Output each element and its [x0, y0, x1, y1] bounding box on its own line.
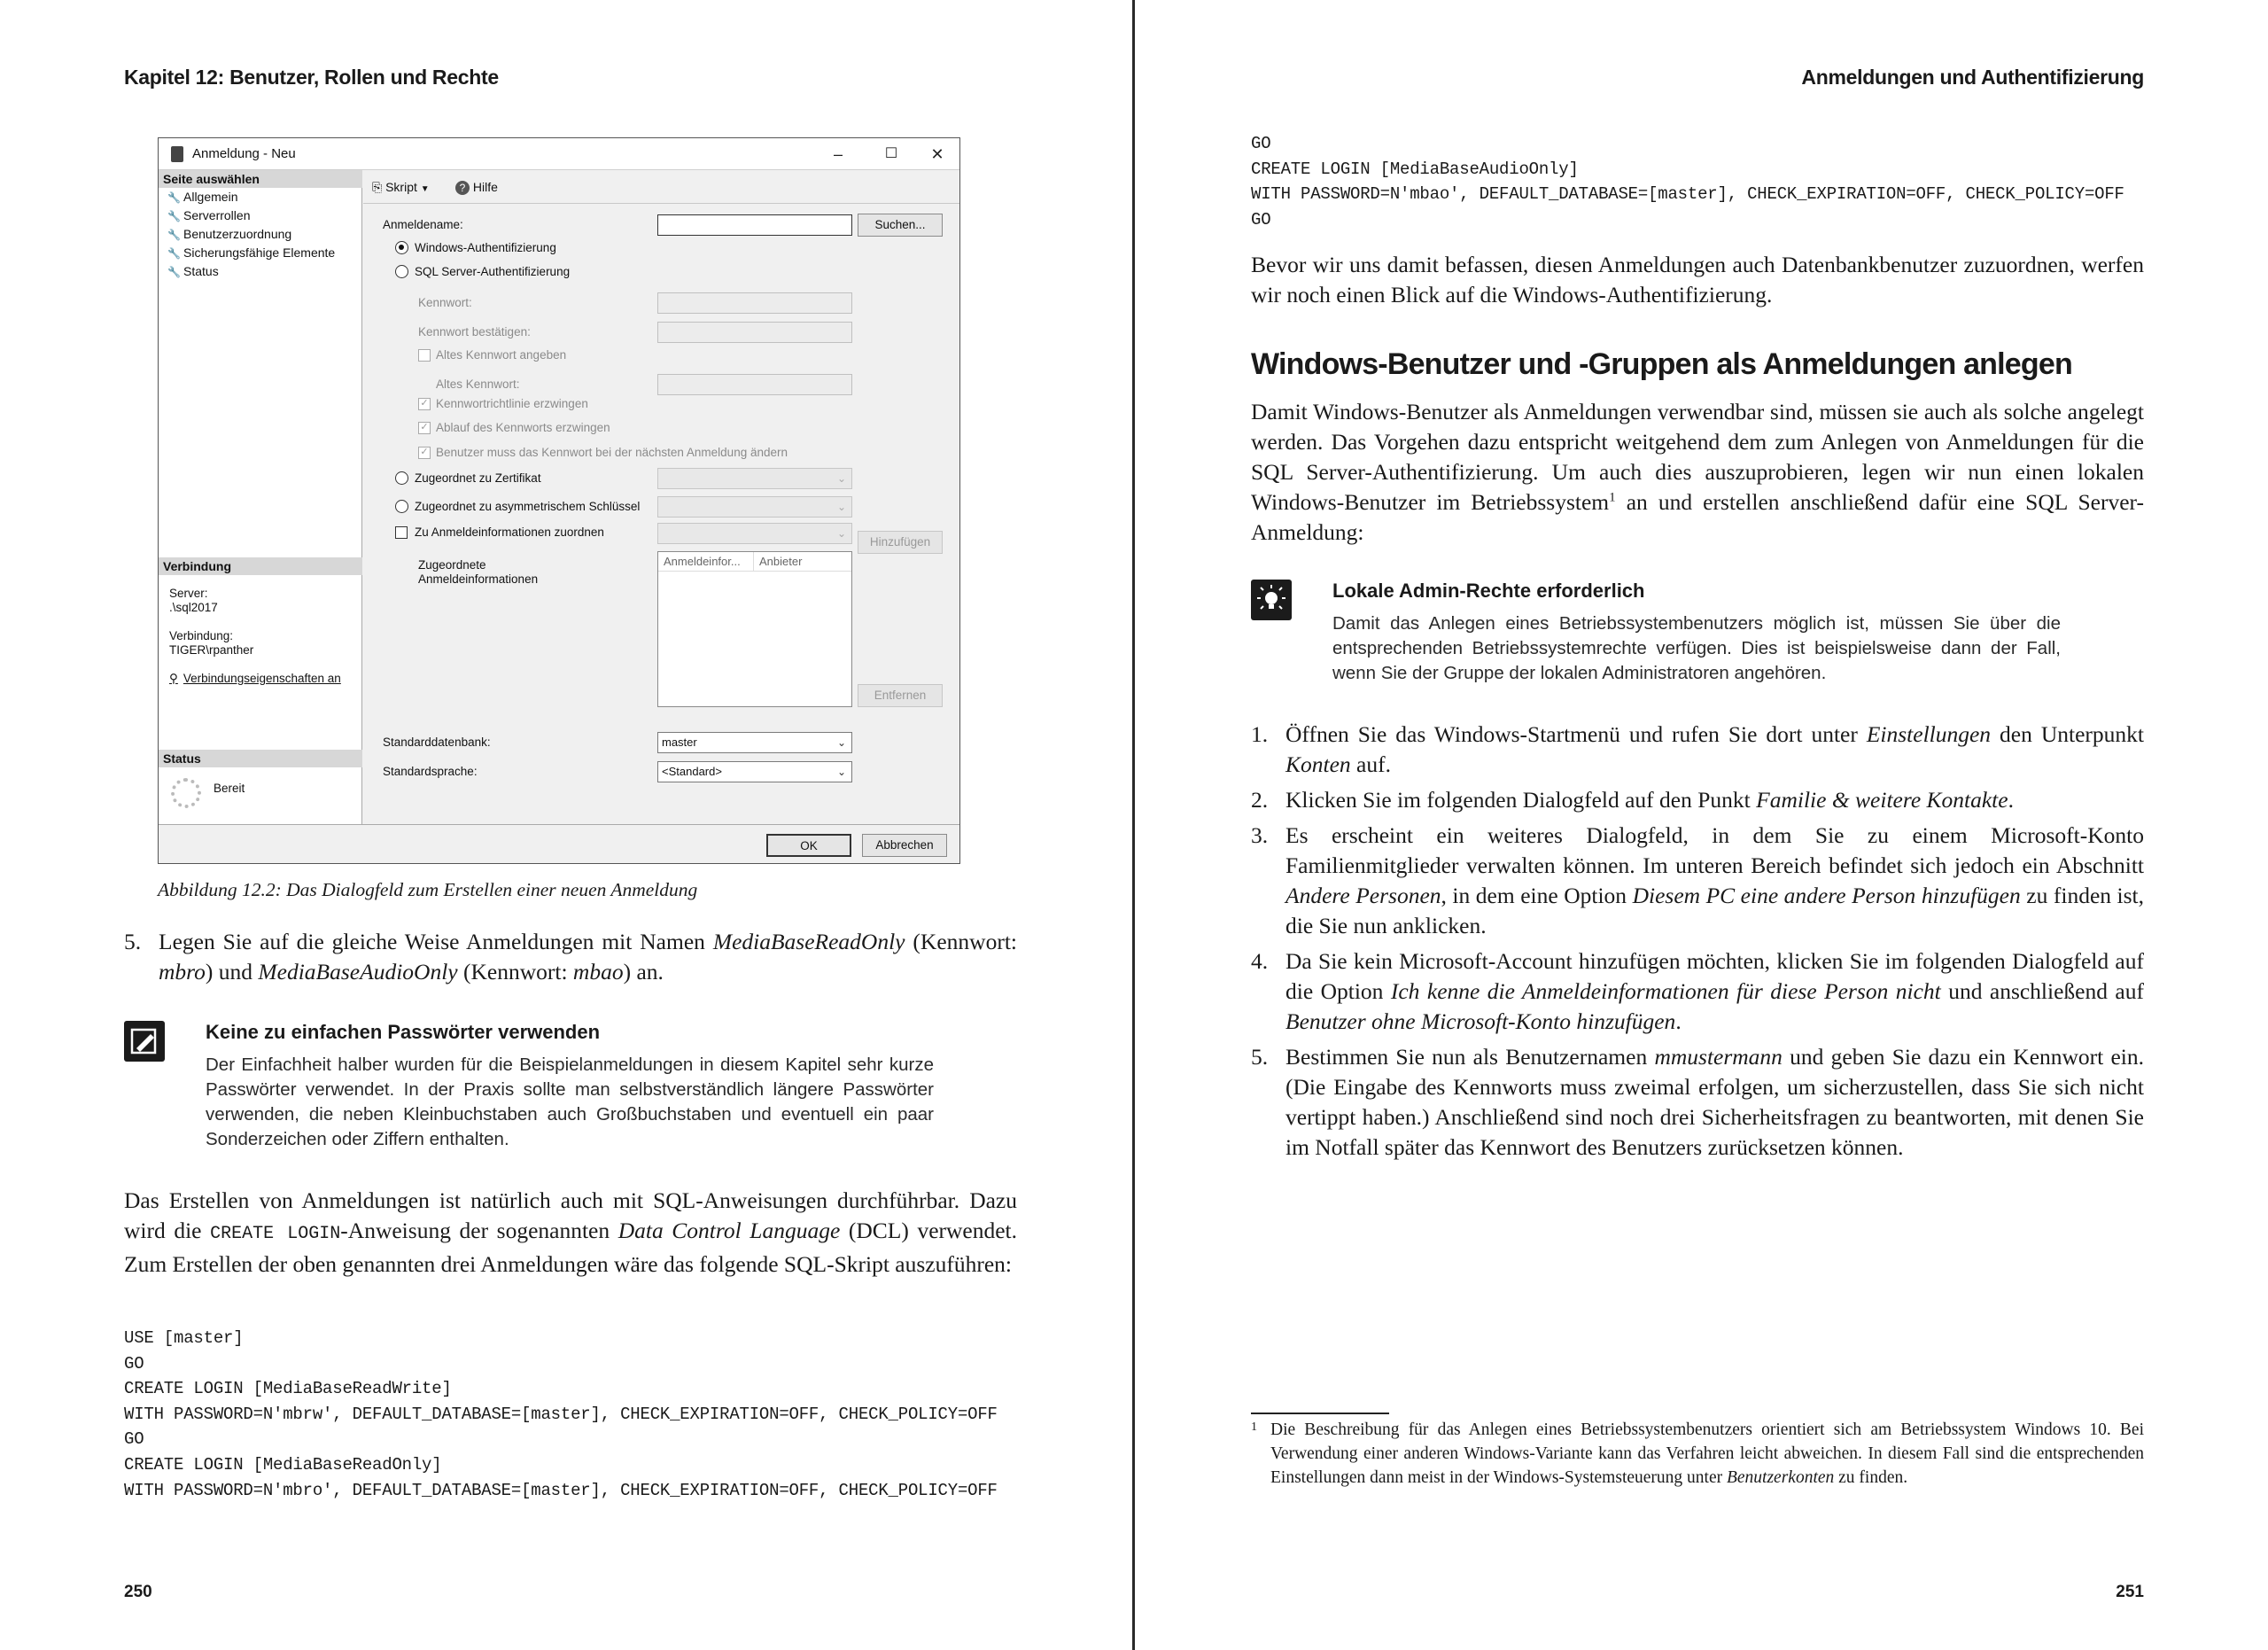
note-box — [124, 1021, 939, 1163]
nav-item-general[interactable]: 🔧 Allgemein — [167, 190, 238, 204]
certificate-select[interactable] — [657, 468, 852, 489]
chevron-down-icon: ⌄ — [836, 501, 846, 513]
connection-properties-link[interactable]: ⚲ Verbindungseigenschaften an — [169, 672, 341, 685]
chevron-down-icon: ⌄ — [836, 736, 846, 749]
mapped-credentials-label-2: Anmeldeinformationen — [418, 572, 539, 586]
lightbulb-icon — [1251, 580, 1292, 620]
wrench-icon: 🔧 — [167, 229, 181, 241]
footnote: 1 Die Beschreibung für das Anlegen eines Betriebssystembenutzers orientiert sich am Betriebssystem Windows 10. Bei Verwendung einer anderen Windows-Variante kann das Verfahren leicht abweichen. In diesem Fall sind die entsprechenden Einstellungen dann meist in der Windows-Systemsteuerung unter Benutzerkonten zu finden. — [1251, 1418, 2144, 1490]
spinner-icon — [171, 778, 201, 808]
default-language-select[interactable]: <Standard> ⌄ — [657, 761, 852, 782]
wrench-icon: 🔧 — [167, 247, 181, 260]
running-head-left: Kapitel 12: Benutzer, Rollen und Rechte — [124, 66, 499, 89]
wrench-icon: 🔧 — [167, 266, 181, 278]
login-name-label: Anmeldename: — [383, 218, 463, 231]
help-button[interactable]: ? Hilfe — [455, 180, 498, 195]
close-icon[interactable]: ✕ — [930, 145, 944, 163]
footnote-mark: 1 — [1251, 1420, 1257, 1434]
old-password-label: Altes Kennwort: — [436, 377, 520, 391]
mapped-asymmetric-key-radio[interactable] — [395, 500, 408, 513]
select-page-header: Seite auswählen — [159, 170, 362, 188]
code-line: CREATE LOGIN [MediaBaseReadOnly] — [124, 1454, 442, 1475]
sql-code-block-right — [1251, 131, 2124, 232]
confirm-password-input[interactable] — [657, 322, 852, 343]
status-value: Bereit — [214, 782, 245, 795]
enforce-policy-label: Kennwortrichtlinie erzwingen — [436, 397, 588, 410]
page-number-right: 251 — [2116, 1583, 2144, 1601]
dialog-title-bar — [159, 138, 959, 170]
app-icon — [171, 146, 183, 162]
asymmetric-key-select[interactable] — [657, 496, 852, 518]
chevron-down-icon: ⌄ — [836, 527, 846, 540]
ok-button[interactable]: OK — [766, 834, 851, 857]
code-line: GO — [124, 1353, 144, 1374]
cancel-button[interactable]: Abbrechen — [862, 834, 947, 857]
connection-label: Verbindung: — [169, 629, 234, 642]
mapped-certificate-radio[interactable] — [395, 471, 408, 485]
sql-auth-radio[interactable] — [395, 265, 408, 278]
minimize-icon[interactable]: – — [833, 145, 843, 163]
pencil-note-icon — [124, 1021, 165, 1062]
dialog-title: Anmeldung - Neu — [192, 146, 296, 161]
code-line: WITH PASSWORD=N'mbrw', DEFAULT_DATABASE=[master], CHECK_EXPIRATION=OFF, CHECK_POLICY=OFF — [124, 1404, 998, 1424]
connection-header: Verbindung — [159, 557, 362, 575]
left-page — [0, 0, 1132, 1650]
section-heading: Windows-Benutzer und -Gruppen als Anmeldungen anlegen — [1251, 347, 2072, 381]
add-button[interactable]: Hinzufügen — [858, 531, 943, 554]
list-left — [124, 927, 1017, 992]
mapped-credentials-label-1: Zugeordnete — [418, 558, 486, 572]
list-number: 2. — [1251, 787, 1269, 813]
server-label: Server: — [169, 587, 208, 600]
list-item: 2. Klicken Sie im folgenden Dialogfeld auf den Punkt Familie & weitere Kontakte. — [1251, 785, 2144, 815]
code-line: CREATE LOGIN [MediaBaseAudioOnly] — [1251, 159, 1579, 179]
windows-auth-label: Windows-Authentifizierung — [415, 241, 556, 254]
map-to-credential-checkbox[interactable] — [395, 526, 408, 539]
enforce-expiration-label: Ablauf des Kennworts erzwingen — [436, 421, 610, 434]
mapped-asymmetric-key-label: Zugeordnet zu asymmetrischem Schlüssel — [415, 500, 641, 513]
remove-button[interactable]: Entfernen — [858, 684, 943, 707]
tip-box — [1251, 580, 2137, 704]
list-item: 3. Es erscheint ein weiteres Dialogfeld, in dem Sie zu einem Microsoft-Konto Familienmitglieder verwalten können. Im unteren Bereich befindet sich jedoch ein Abschnitt Andere Personen, in dem eine Option Diesem PC eine andere Person hinzufügen zu finden ist, die Sie nun anklicken. — [1251, 822, 2145, 938]
list-number: 5. — [124, 929, 142, 954]
default-language-label: Standardsprache: — [383, 765, 478, 778]
general-page — [363, 204, 960, 824]
chevron-down-icon: ⌄ — [836, 472, 846, 485]
code-line: USE [master] — [124, 1328, 244, 1348]
default-database-label: Standarddatenbank: — [383, 735, 491, 749]
note-text: Der Einfachheit halber wurden für die Beispielanmeldungen in diesem Kapitel sehr kurze Passwörter verwendet. In der Praxis sollte man selbstverständlich längere Passwörter verwenden, die neben Kleinbuchstaben auch Großbuchstaben und eventuell ein paar Sonderzeichen oder Ziffern enthalten. — [206, 1055, 934, 1149]
map-to-credential-label: Zu Anmeldeinformationen zuordnen — [415, 525, 604, 539]
dialog-footer — [159, 824, 959, 864]
default-database-select[interactable]: master ⌄ — [657, 732, 852, 753]
right-page — [1135, 0, 2268, 1650]
maximize-icon[interactable]: ☐ — [884, 146, 898, 161]
windows-paragraph: Damit Windows-Benutzer als Anmeldungen verwendbar sind, müssen sie auch als solche angelegt werden. Das Vorgehen dazu entspricht weitgehend dem zum Anlegen von Anmeldungen für die SQL Server-Authentifizierung. Um auch dies auszuprobieren, legen wir nun einen lokalen Windows-Benutzer im Betriebssystem$^1$ an und erstellen anschließend dafür eine SQL Server-Anmeldung: — [1251, 399, 2144, 545]
list-item: 1. Öffnen Sie das Windows-Startmenü und rufen Sie dort unter Einstellungen den Unterpunkt Konten auf. — [1251, 721, 2144, 777]
chevron-down-icon: ▼ — [420, 184, 430, 194]
server-value: .\sql2017 — [169, 601, 218, 614]
old-password-input[interactable] — [657, 374, 852, 395]
wrench-icon: 🔧 — [167, 191, 181, 204]
page-number-left: 250 — [124, 1583, 152, 1601]
dialog-toolbar — [363, 170, 960, 204]
sql-auth-label: SQL Server-Authentifizierung — [415, 265, 571, 278]
nav-item-securables[interactable]: 🔧 Sicherungsfähige Elemente — [167, 245, 336, 260]
code-line: GO — [124, 1429, 144, 1450]
confirm-password-label: Kennwort bestätigen: — [418, 325, 531, 339]
code-line: GO — [1251, 209, 1271, 230]
password-input[interactable] — [657, 292, 852, 314]
note-title: Keine zu einfachen Passwörter verwenden — [206, 1021, 601, 1043]
list-number: 4. — [1251, 948, 1269, 974]
nav-item-server-roles[interactable]: 🔧 Serverrollen — [167, 208, 251, 222]
footnote-reference: 1 — [1609, 490, 1616, 505]
password-label: Kennwort: — [418, 296, 472, 309]
steps-list — [1251, 720, 2144, 1168]
code-line: WITH PASSWORD=N'mbro', DEFAULT_DATABASE=[master], CHECK_EXPIRATION=OFF, CHECK_POLICY=OFF — [124, 1480, 998, 1500]
enforce-policy-checkbox[interactable]: ✓ — [418, 398, 431, 410]
mapped-credentials-list[interactable] — [657, 551, 852, 707]
must-change-checkbox[interactable]: ✓ — [418, 447, 431, 459]
chevron-down-icon: ⌄ — [836, 766, 846, 778]
credentials-column-header[interactable]: Anmeldeinfor... — [658, 552, 754, 572]
mapped-certificate-label: Zugeordnet zu Zertifikat — [415, 471, 541, 485]
script-button[interactable]: ⎘ Skript ▼ — [372, 180, 430, 194]
specify-old-password-checkbox[interactable] — [418, 349, 431, 362]
running-head-right: Anmeldungen und Authentifizierung — [1801, 66, 2144, 89]
windows-auth-radio[interactable] — [395, 241, 408, 254]
tip-title: Lokale Admin-Rechte erforderlich — [1332, 580, 1645, 602]
list-item: 5. Legen Sie auf die gleiche Weise Anmeldungen mit Namen MediaBaseReadOnly (Kennwort: mbro) und MediaBaseAudioOnly (Kennwort: mbao) an. — [124, 929, 1017, 985]
login-new-dialog — [158, 137, 960, 864]
connection-value: TIGER\rpanther — [169, 643, 254, 657]
enforce-expiration-checkbox[interactable]: ✓ — [418, 422, 431, 434]
list-item: 5. Bestimmen Sie nun als Benutzernamen mmustermann und geben Sie dazu ein Kennwort ein. (Die Eingabe des Kennworts muss zweimal erfolgen, um sicherzustellen, dass Sie sich nicht vertippt haben.) Anschließend sind noch drei Sicherheitsfragen zu beantworten, mit denen Sie im Notfall später das Kennwort des Benutzers zurücksetzen können. — [1251, 1044, 2144, 1160]
provider-column-header[interactable]: Anbieter — [754, 552, 851, 572]
search-button[interactable]: Suchen... — [858, 214, 943, 237]
nav-item-status[interactable]: 🔧 Status — [167, 264, 219, 278]
figure-caption: Abbildung 12.2: Das Dialogfeld zum Erstellen einer neuen Anmeldung — [158, 879, 698, 900]
list-number: 5. — [1251, 1044, 1269, 1070]
status-header: Status — [159, 750, 362, 767]
code-line: GO — [1251, 134, 1271, 153]
list-number: 3. — [1251, 822, 1269, 848]
credential-select[interactable] — [657, 523, 852, 544]
specify-old-password-label: Altes Kennwort angeben — [436, 348, 567, 362]
select-page-panel — [159, 170, 362, 824]
nav-item-user-mapping[interactable]: 🔧 Benutzerzuordnung — [167, 227, 292, 241]
must-change-label: Benutzer muss das Kennwort bei der nächsten Anmeldung ändern — [436, 446, 788, 459]
code-line: CREATE LOGIN [MediaBaseReadWrite] — [124, 1379, 452, 1399]
help-icon: ? — [455, 181, 470, 195]
list-item: 4. Da Sie kein Microsoft-Account hinzufügen möchten, klicken Sie im folgenden Dialogfeld auf die Option Ich kenne die Anmeldeinformationen für diese Person nicht und anschließend auf Benutzer ohne Microsoft-Konto hinzufügen. — [1251, 948, 2144, 1034]
footnote-rule — [1251, 1413, 1389, 1414]
code-line: WITH PASSWORD=N'mbao', DEFAULT_DATABASE=[master], CHECK_EXPIRATION=OFF, CHECK_POLICY=OFF — [1251, 184, 2124, 205]
script-icon: ⎘ — [372, 180, 383, 194]
connection-icon: ⚲ — [169, 672, 178, 685]
wrench-icon: 🔧 — [167, 210, 181, 222]
sql-code-block-left — [124, 1326, 998, 1503]
list-number: 1. — [1251, 721, 1269, 747]
intro-paragraph: Bevor wir uns damit befassen, diesen Anmeldungen auch Datenbankbenutzer zuzuordnen, werfen wir noch einen Blick auf die Windows-Authentifizierung. — [1251, 252, 2144, 307]
login-name-input[interactable] — [657, 214, 852, 236]
tip-text: Damit das Anlegen eines Betriebssystembenutzers möglich ist, müssen Sie über die entsprechenden Betriebssystemrechte verfügen. Dies ist beispielsweise dann der Fall, wenn Sie der Gruppe der lokalen Administratoren angehören. — [1332, 613, 2061, 683]
sql-paragraph: Das Erstellen von Anmeldungen ist natürlich auch mit SQL-Anweisungen durchführbar. Dazu wird die CREATE LOGIN-Anweisung der sogenannten Data Control Language (DCL) verwendet. Zum Erstellen der oben genannten drei Anmeldungen wäre das folgende SQL-Skript auszuführen: — [124, 1187, 1018, 1277]
